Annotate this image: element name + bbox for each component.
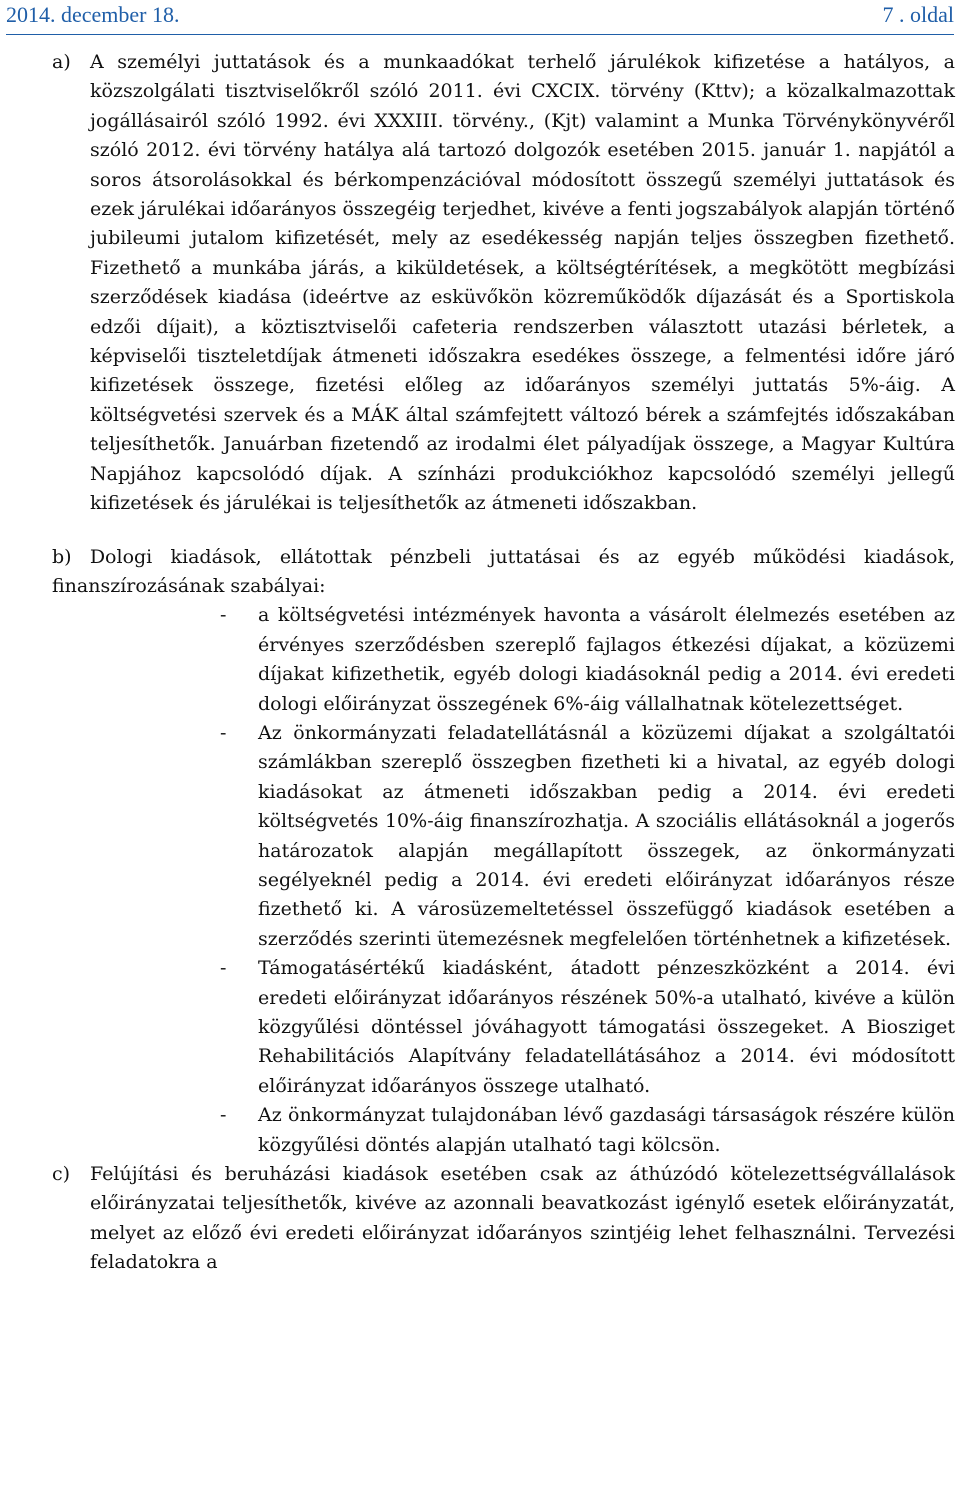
document-body: [52, 44, 955, 1278]
section-b-marker: b): [52, 545, 72, 568]
section-c-marker: c): [52, 1163, 71, 1186]
header-page-number: 7 . oldal: [882, 2, 954, 27]
section-a: [52, 48, 955, 519]
section-c: [52, 1160, 955, 1278]
header-date: 2014. december 18.: [6, 2, 180, 27]
list-item-text: Az önkormányzati feladatellátásnál a közüzemi díjakat a szolgáltatói számlákban szereplő összegben fizetheti ki a hivatal, az egyéb dologi kiadásokat az átmeneti időszakban pedig a 2014. évi eredeti költségvetés 10%-áig finanszírozhatja. A szociális ellátásoknál a jogerős határozatok alapján megállapított összegek, az önkormányzati segélyeknél pedig a 2014. évi eredeti előirányzat időarányos része fizethető ki. A városüzemeltetéssel összefüggő kiadások esetében a szerződés szerinti ütemezésnek megfelelően történhetnek a kifizetések.: [258, 721, 955, 950]
section-a-text: A személyi juttatások és a munkaadókat terhelő járulékok kifizetése a hatályos, a közszolgálati tisztviselőkről szóló 2011. évi CXCIX. törvény (Kttv); a közalkalmazottak jogállásairól szóló 1992. évi XXXIII. törvény., (Kjt) valamint a Munka Törvénykönyvéről szóló 2012. évi törvény hatálya alá tartozó dolgozók esetében 2015. január 1. napjától a soros átsorolásokkal és bérkompenzációval módosított összegű személyi juttatások és ezek járulékai időarányos összegéig terjedhet, kivéve a fenti jogszabályok alapján történő jubileumi jutalom kifizetését, mely az esedékesség napján teljes összegben fizethető. Fizethető a munkába járás, a kiküldetések, a költségtérítések, a megkötött megbízási szerződések kiadása (ideértve az esküvőkön közreműködők díjazását és a Sportiskola edzői díjait), a köztisztviselői cafeteria rendszerben választott utazási bérletek, a képviselői tiszteletdíjak átmeneti időszakra esedékes összege, a felmentési időre járó kifizetések összege, fizetési előleg az időarányos személyi juttatás 5%-áig. A költségvetési szervek és a MÁK által számfejtett változó bérek a számfejtés időszakában teljesíthetők. Januárban fizetendő az irodalmi élet pályadíjak összege, a Magyar Kultúra Napjához kapcsolódó díjak. A színházi produkciókhoz kapcsolódó személyi jellegű kifizetések és járulékai is teljesíthetők az átmeneti időszakban.: [90, 51, 956, 515]
section-b-intro-text: Dologi kiadások, ellátottak pénzbeli juttatásai és az egyéb működési kiadások, finanszírozásának szabályai:: [52, 545, 955, 597]
section-a-marker: a): [52, 51, 71, 73]
list-item-dash: -: [220, 604, 227, 627]
section-b: [52, 543, 955, 602]
section-c-text: Felújítási és beruházási kiadások esetében csak az áthúzódó kötelezettségvállalások előirányzatai teljesíthetők, kivéve az azonnali beavatkozást igénylő esetek előirányzatát, melyet az előző évi eredeti előirányzat időarányos szintjéig lehet felhasználni. Tervezési feladatokra a: [90, 1163, 955, 1274]
list-item: [220, 1101, 955, 1160]
list-item-text: a költségvetési intézmények havonta a vásárolt élelmezés esetében az érvényes szerződésben szereplő fajlagos étkezési díjakat, a közüzemi díjakat kifizethetik, egyéb dologi kiadásoknál pedig a 2014. évi eredeti dologi előirányzat összegének 6%-áig vállalhatnak kötelezettséget.: [258, 604, 955, 715]
list-item-text: Az önkormányzat tulajdonában lévő gazdasági társaságok részére külön közgyűlési döntés alapján utalható tagi kölcsön.: [258, 1104, 955, 1156]
page-header: [6, 2, 954, 30]
list-item-dash: -: [220, 721, 227, 744]
list-item-dash: -: [220, 1104, 227, 1127]
list-item: [220, 719, 955, 954]
header-rule: [6, 34, 954, 35]
list-item: [220, 954, 955, 1101]
list-item: [220, 601, 955, 719]
list-item-text: Támogatásértékű kiadásként, átadott pénzeszközként a 2014. évi eredeti előirányzat időarányos részének 50%-a utalható, kivéve a külön közgyűlési döntéssel jóváhagyott támogatási összegeket. A Biosziget Rehabilitációs Alapítvány feladatellátásához a 2014. évi módosított előirányzat időarányos összege utalható.: [258, 957, 955, 1097]
list-item-dash: -: [220, 957, 227, 980]
section-b-intro: [52, 543, 955, 602]
